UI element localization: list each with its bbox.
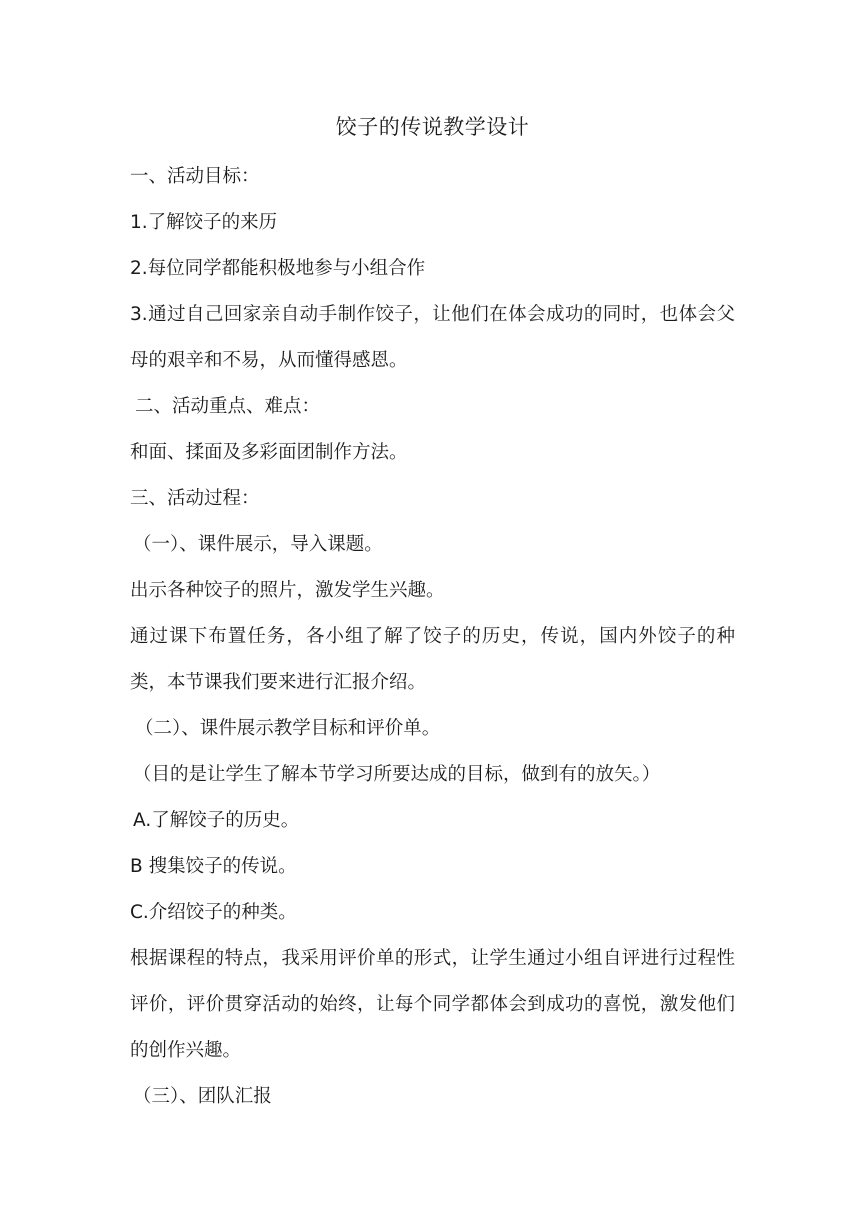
goal-item-a: A.了解饺子的历史。: [133, 810, 300, 831]
goal-item-b: B 搜集饺子的传说。: [130, 856, 297, 877]
process-step-3-heading: （三）、团队汇报: [133, 1086, 272, 1107]
process-step-2-heading: （二）、课件展示教学目标和评价单。: [135, 718, 441, 739]
document-body: [130, 112, 735, 1120]
objective-item-2: 2.每位同学都能积极地参与小组合作: [130, 258, 426, 279]
process-step-1-text: 出示各种饺子的照片，激发学生兴趣。: [130, 580, 445, 601]
objective-item-3: 3.通过自己回家亲自动手制作饺子，让他们在体会成功的同时，也体会父母的艰辛和不易，从而懂得感恩。: [130, 304, 735, 371]
objective-item-1: 1.了解饺子的来历: [130, 212, 278, 233]
section-heading-key-points: 二、活动重点、难点：: [135, 396, 321, 417]
process-step-1-heading: （一）、课件展示，导入课题。: [133, 534, 383, 555]
section-heading-objectives: 一、活动目标：: [130, 166, 260, 187]
goal-item-c: C.介绍饺子的种类。: [130, 902, 297, 923]
key-points-text: 和面、揉面及多彩面团制作方法。: [130, 442, 408, 463]
process-step-2-purpose: （目的是让学生了解本节学习所要达成的目标，做到有的放矢。）: [133, 764, 661, 785]
process-step-1-detail: 通过课下布置任务，各小组了解了饺子的历史，传说，国内外饺子的种类，本节课我们要来进行汇报介绍。: [130, 626, 735, 693]
document-title: 饺子的传说教学设计: [335, 115, 530, 139]
evaluation-paragraph: 根据课程的特点，我采用评价单的形式，让学生通过小组自评进行过程性评价，评价贯穿活动的始终，让每个同学都体会到成功的喜悦，激发他们的创作兴趣。: [130, 948, 735, 1061]
section-heading-process: 三、活动过程：: [130, 488, 260, 509]
